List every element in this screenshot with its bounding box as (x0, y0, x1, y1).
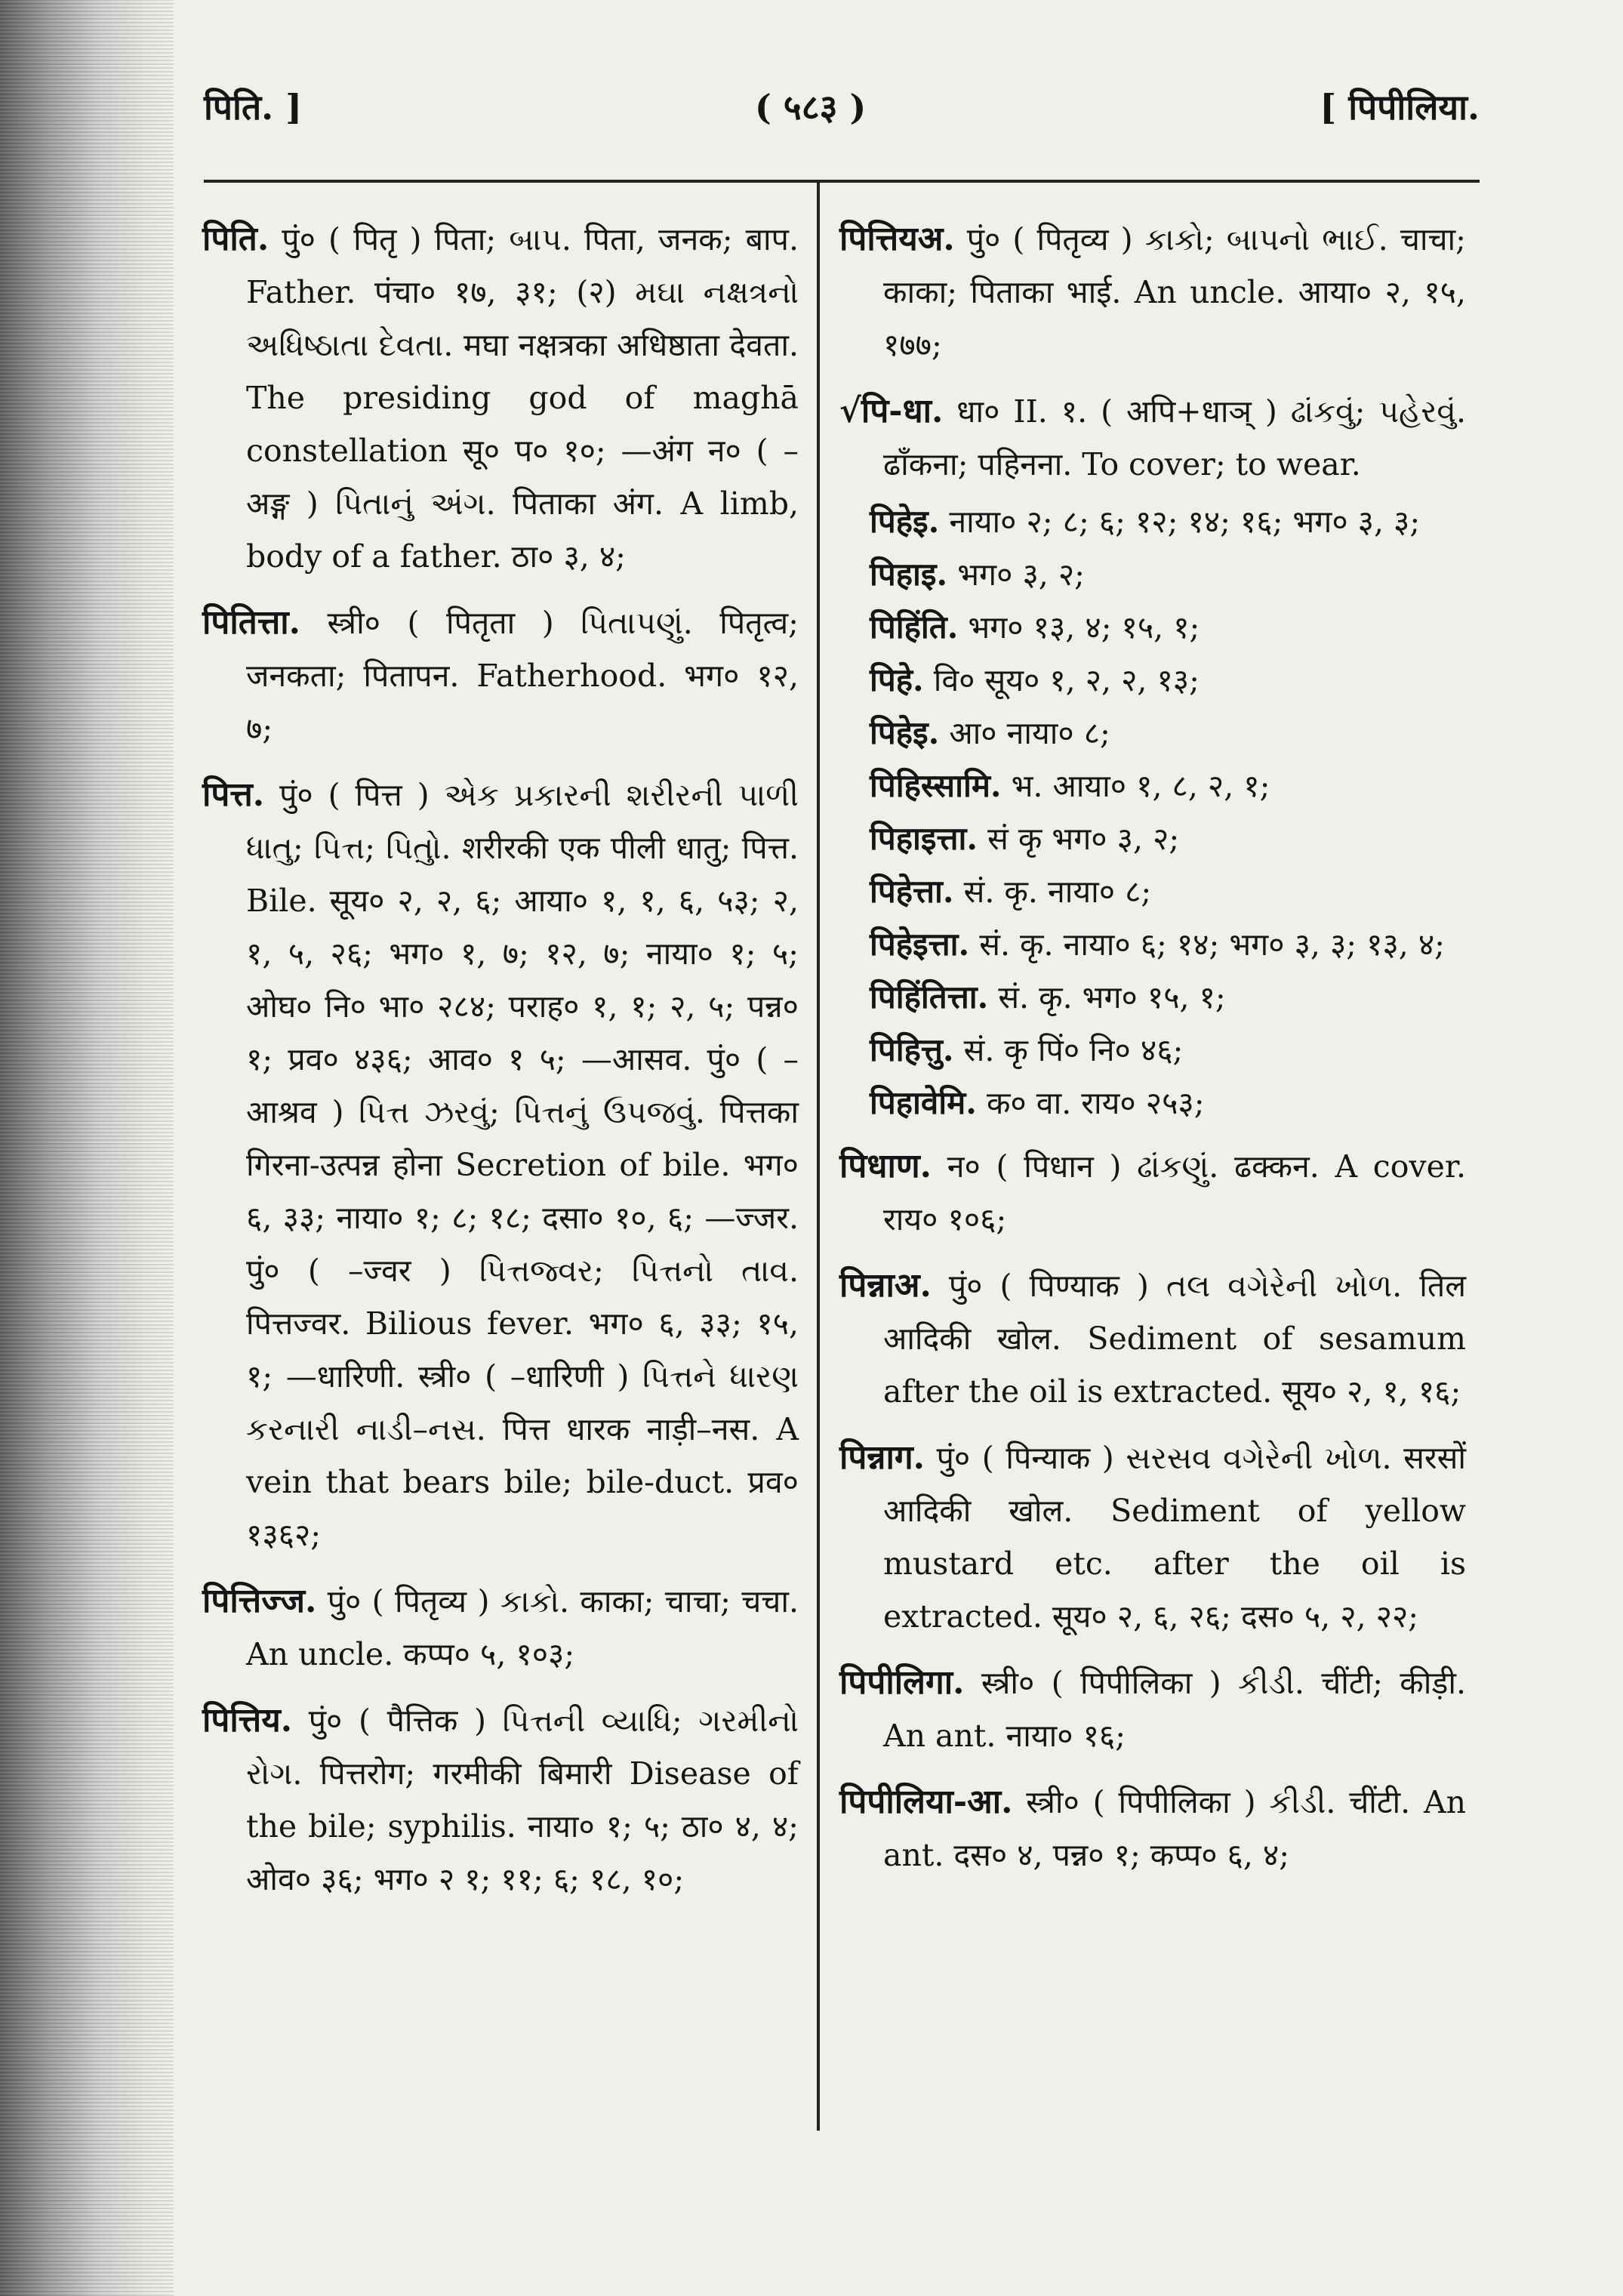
entry-headword: पिन्नाग. (839, 1438, 925, 1477)
entry-headword: पिन्नाअ. (839, 1266, 932, 1305)
page-number: ( ५८३ ) (755, 87, 867, 128)
verb-form-refs: भग० १३, ४; १५, १; (968, 609, 1200, 646)
dictionary-entry (839, 385, 1466, 491)
dictionary-entry (839, 1657, 1466, 1762)
entry-body: पुं० ( पितृ ) पिता; બાપ. पिता, जनक; बाप. Father. पंचा० १७, ३१; (२) મઘા નક્ષત્રનો અધિષ્ઠાતા દેવતા. मघा नक्षत्रका अधिष्ठाता देवता. The presiding god of maghā constellation सू० प० १०; —अंग न० ( –अङ्ग ) પિતાનું અંગ. पिताका अंग. A limb, body of a father. ठा० ३, ४; (246, 221, 799, 575)
entry-headword: पिपीलिया-आ. (839, 1783, 1013, 1821)
verb-form (839, 918, 1466, 971)
right-column (839, 213, 1466, 1895)
verb-form-word: पिहिंतित्ता. (870, 978, 989, 1015)
entry-body: स्त्री० ( पिपीलिका ) કીડી. चींटी. An ant. दस० ४, पन्न० १; कप्प० ६, ४; (883, 1784, 1466, 1873)
verb-form (839, 971, 1466, 1024)
verb-form (839, 707, 1466, 760)
dictionary-entry (202, 596, 799, 755)
verb-form-word: पिहावेमि. (870, 1084, 977, 1121)
header-first-word: पिति. ] (204, 87, 302, 128)
verb-form (839, 495, 1466, 548)
verb-form-refs: क० वा. राय० २५३; (986, 1085, 1205, 1121)
entry-headword: पित्तियअ. (839, 220, 955, 258)
dictionary-entry (839, 1776, 1466, 1881)
entry-headword: √पि-धा. (839, 392, 944, 430)
entry-headword: पिधाण. (839, 1147, 932, 1185)
verb-form-word: पिहिस्सामि. (870, 767, 1002, 804)
header-rule (204, 180, 1480, 183)
verb-form (839, 865, 1466, 918)
header-last-word: [ पिपीलिया. (1320, 87, 1480, 128)
verb-form-refs: नाया० २; ८; ६; १२; १४; १६; भग० ३, ३; (949, 504, 1421, 540)
verb-form-refs: सं कृ भग० ३, २; (987, 821, 1180, 857)
entry-body: पुं० ( पैत्तिक ) પિત્તની વ્યાધિ; ગરમીનો રોગ. पित्तरोग; गरमीकी बिमारी Disease of the bile; syphilis. नाया० १; ५; ठा० ४, ४; ओव० ३६; भग० २ १; ११; ६; १८, १०; (246, 1703, 799, 1897)
verb-form (839, 601, 1466, 654)
book-binding-shadow (0, 0, 174, 2296)
verb-form-word: पिहेइ. (870, 714, 940, 751)
entry-body: न० ( पिधान ) ઢાંકણું. ढक्कन. A cover. राय० १०६; (883, 1148, 1466, 1237)
dictionary-entry (202, 769, 799, 1561)
verb-form (839, 760, 1466, 812)
entry-headword: पित्तिज्ज. (202, 1582, 317, 1620)
verb-forms-list (839, 495, 1466, 1130)
dictionary-entry (202, 213, 799, 583)
page-header (204, 83, 1480, 143)
verb-form-word: पिहाइत्ता. (870, 820, 978, 857)
entry-body: स्त्री० ( पिपीलिका ) કીડી. चींटी; कीड़ी. An ant. नाया० १६; (883, 1665, 1466, 1754)
entry-headword: पित्त. (202, 775, 265, 814)
dictionary-entry (839, 1140, 1466, 1246)
verb-form-word: पिहाइ. (870, 556, 948, 593)
entry-headword: पित्तिय. (202, 1701, 293, 1740)
verb-form-word: पिहेइत्ता. (870, 926, 970, 963)
verb-form-refs: आ० नाया० ८; (949, 715, 1110, 751)
verb-form-word: पिहिंति. (870, 609, 959, 646)
dictionary-entry (202, 1575, 799, 1681)
verb-form-refs: वि० सूय० १, २, २, १३; (933, 662, 1200, 698)
verb-form-refs: सं. कृ. नाया० ६; १४; भग० ३, ३; १३, ४; (979, 926, 1445, 963)
verb-form (839, 654, 1466, 707)
dictionary-entry (202, 1694, 799, 1906)
verb-form (839, 1024, 1466, 1077)
entry-body: पुं० ( पितृव्य ) કાકો. काका; चाचा; चचा. An uncle. कप्प० ५, १०३; (246, 1583, 799, 1672)
verb-form-word: पिहे. (870, 661, 924, 698)
verb-form-refs: भ. आया० १, ८, २, १; (1011, 768, 1270, 804)
verb-form-word: पिहेइ. (870, 503, 940, 540)
entry-body: पुं० ( पित्त ) એક પ્રકારની શરીરની પાળી ધાતુ; પિત્ત; પિતો઼ુ. शरीरकी एक पीली धातु; पित्त. Bile. सूय० २, २, ६; आया० १, १, ६, ५३; २, १, ५, २६; भग० १, ७; १२, ७; नाया० १; ५; ओघ० नि० भा० २८४; पराह० १, १; २, ५; पन्न० १; प्रव० ४३६; आव० १ ५; —आसव. पुं० ( –आश्रव ) પિત્ત ઝરવું; પિત્તનું ઉપજવું. पित्तका गिरना-उत्पन्न होना Secretion of bile. भग० ६, ३३; नाया० १; ८; १८; दसा० १०, ६; —ज्जर. पुं० ( –ज्वर ) પિત્તજ્વર; પિત્તનો તાવ. पित्तज्वर. Bilious fever. भग० ६, ३३; १५, १; —धारिणी. स्त्री० ( –धारिणी ) પિત્તને ધારણ કરનારી નાડી–નસ. पित्त धारक नाड़ी–नस. A vein that bears bile; bile-duct. प्रव० १३६२; (246, 777, 799, 1553)
entry-headword: पितित्ता. (202, 603, 300, 642)
entry-body: पुं० ( पिण्याक ) તલ વગેરેની ખોળ. तिल आदिकी खोल. Sediment of sesamum after the oil is extracted. सूय० २, १, १६; (883, 1268, 1466, 1410)
verb-form-refs: सं. कृ. नाया० ८; (963, 874, 1152, 910)
left-column (202, 213, 799, 1919)
verb-form-refs: सं. कृ पिं० नि० ४६; (963, 1032, 1184, 1068)
dictionary-entry (839, 1432, 1466, 1643)
verb-form (839, 812, 1466, 865)
entry-headword: पिपीलिगा. (839, 1663, 965, 1702)
entry-body: पुं० ( पिन्याक ) સરસવ વગેરેની ખોળ. सरसों आदिकी खोल. Sediment of yellow mustard etc. after the oil is extracted. सूय० २, ६, २६; दस० ५, २, २२; (883, 1440, 1466, 1635)
entry-body: धा० II. १. ( अपि+धाञ् ) ઢાંકવું; પહેરવું. ढाँकना; पहिनना. To cover; to wear. (883, 393, 1466, 482)
column-divider (817, 183, 820, 2131)
dictionary-entry (839, 213, 1466, 371)
entry-headword: पिति. (202, 220, 269, 258)
verb-form-refs: सं. कृ. भग० १५, १; (998, 979, 1226, 1015)
entry-body: स्त्री० ( पितृता ) પિતાપણું. पितृत्व; जनकता; पितापन. Fatherhood. भग० १२, ७; (246, 605, 799, 747)
dictionary-entry (839, 1259, 1466, 1418)
verb-form-word: पिहित्तु. (870, 1031, 954, 1068)
verb-form (839, 548, 1466, 601)
verb-form (839, 1077, 1466, 1130)
entry-body: पुं० ( पितृव्य ) કાકો; બાપનો ભાઈ. चाचा; काका; पिताका भाई. An uncle. आया० २, १५, १७७; (883, 221, 1466, 363)
verb-form-refs: भग० ३, २; (957, 556, 1085, 593)
verb-form-word: पिहेत्ता. (870, 873, 954, 910)
